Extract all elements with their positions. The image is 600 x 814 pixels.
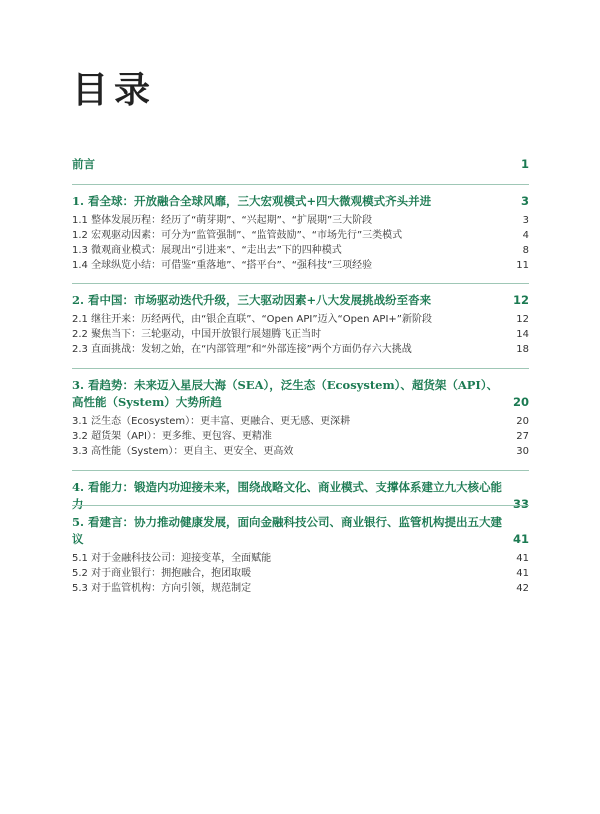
toc-section-preface [72,156,529,173]
toc-entry-label: 2.2 聚焦当下：三轮驱动，中国开放银行展翅腾飞正当时 [72,329,322,340]
toc-entry-label: 2.1 继往开来：历经两代，由“银企直联”、“Open API”迈入“Open API+”新阶段 [72,314,432,325]
toc-entry-page: 3 [522,215,529,226]
toc-entry-label: 5.3 对于监管机构：方向引领，规范制定 [72,583,252,594]
toc-entry-label: 1.1 整体发展历程：经历了“萌芽期”、“兴起期”、“扩展期”三大阶段 [72,215,373,226]
toc-heading-title: 3. 看趋势：未来迈入星辰大海（SEA），泛生态（Ecosystem）、超货架（API）、高性能（System）大势所趋 [72,378,499,409]
toc-entry[interactable] [72,312,529,327]
toc-entry-page: 14 [516,329,529,340]
toc-entry[interactable] [72,429,529,444]
toc-heading[interactable] [72,156,529,173]
toc-entry[interactable] [72,581,529,596]
toc-entry[interactable] [72,243,529,258]
toc-entry-label: 2.3 直面挑战：发轫之始，在“内部管理”和“外部连接”两个方面仍存六大挑战 [72,344,412,355]
toc-entry[interactable] [72,551,529,566]
toc-entry-label: 1.2 宏观驱动因素：可分为“监管强制”、“监管鼓励”、“市场先行”三类模式 [72,230,403,241]
toc-entry-page: 27 [516,431,529,442]
toc-entry-page: 42 [516,583,529,594]
toc-heading-page: 12 [512,293,529,307]
toc-heading-page: 41 [512,532,529,546]
toc-entry-label: 3.2 超货架（API）：更多维、更包容、更精准 [72,431,272,442]
toc-entry-label: 5.2 对于商业银行：拥抱融合，抱团取暖 [72,568,252,579]
toc-heading[interactable] [72,514,529,548]
toc-heading-page: 33 [512,497,529,511]
toc-entry[interactable] [72,213,529,228]
toc-heading-page: 3 [520,194,529,208]
toc-entry-page: 12 [516,314,529,325]
toc-heading-page: 20 [512,395,529,409]
toc-entry-page: 30 [516,446,529,457]
toc-entry[interactable] [72,228,529,243]
toc-entry-page: 41 [516,568,529,579]
toc-section-2 [72,283,529,357]
toc-heading-title: 1. 看全球：开放融合全球风靡，三大宏观模式+四大微观模式齐头并进 [72,194,432,208]
toc-entry-page: 4 [522,230,529,241]
toc-entry-label: 1.3 微观商业模式：展现出“引进来”、“走出去”下的四种模式 [72,245,342,256]
toc-heading-title: 2. 看中国：市场驱动迭代升级，三大驱动因素+八大发展挑战纷至沓来 [72,293,432,307]
toc-entry-page: 41 [516,553,529,564]
toc-entry[interactable] [72,566,529,581]
toc-section-1 [72,184,529,273]
toc-entry[interactable] [72,342,529,357]
toc-entry[interactable] [72,414,529,429]
toc-entry-page: 11 [516,260,529,271]
toc-heading[interactable] [72,377,529,411]
toc-entry-page: 18 [516,344,529,355]
toc-heading[interactable] [72,292,529,309]
toc-entry-label: 3.1 泛生态（Ecosystem）：更丰富、更融合、更无感、更深耕 [72,416,351,427]
toc-entry-label: 5.1 对于金融科技公司：迎接变革，全面赋能 [72,553,272,564]
toc-entry[interactable] [72,327,529,342]
toc-heading-title: 4. 看能力：锻造内功迎接未来，围绕战略文化、商业模式、支撑体系建立九大核心能力 [72,480,503,511]
toc-heading-page: 1 [520,157,529,171]
toc-entry[interactable] [72,444,529,459]
toc-section-5 [72,505,529,596]
toc-section-3 [72,368,529,459]
toc-entry[interactable] [72,258,529,273]
toc-heading[interactable] [72,193,529,210]
toc-heading-title: 前言 [72,157,95,171]
toc-entry-label: 1.4 全球纵览小结：可借鉴“重落地”、“搭平台”、“强科技”三项经验 [72,260,373,271]
toc-entry-page: 8 [522,245,529,256]
toc-entry-page: 20 [516,416,529,427]
page-title: 目录 [72,69,157,111]
toc-entry-label: 3.3 高性能（System）：更自主、更安全、更高效 [72,446,294,457]
toc-heading-title: 5. 看建言：协力推动健康发展，面向金融科技公司、商业银行、监管机构提出五大建议 [72,515,503,546]
